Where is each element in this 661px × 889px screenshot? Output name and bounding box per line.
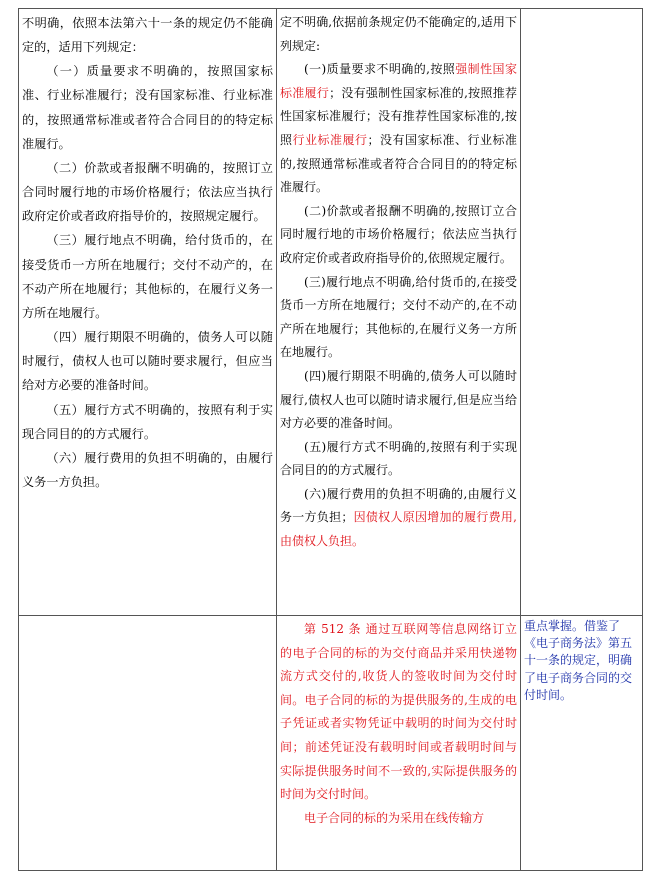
new-item-6-highlight: 因债权人原因增加的履行费用,由债权人负担。 xyxy=(280,510,517,549)
new-item-4: (四)履行期限不明确的,债务人可以随时履行,债权人也可以随时请求履行,但是应当给对方必要的准备时间。 xyxy=(280,368,517,431)
old-item-5: （五）履行方式不明确的，按照有利于实现合同目的的方式履行。 xyxy=(22,402,273,441)
new-item-2: (二)价款或者报酬不明确的,按照订立合同时履行地的市场价格履行；依法应当执行政府定价或者政府指导价的,依照规定履行。 xyxy=(280,203,517,265)
new-intro: 定不明确,依据前条规定仍不能确定的,适用下列规定: xyxy=(280,15,517,53)
old-item-3: （三）履行地点不明确，给付货币的，在接受货币一方所在地履行；交付不动产的，在不动产所在地履行；其他标的，在履行义务一方所在地履行。 xyxy=(22,233,273,320)
new-item-1-text-2: ；没有强制性国家标准的,按照推荐性国家标准履行；没有推荐性国家标准的,按照 xyxy=(280,85,517,147)
table-row xyxy=(19,616,643,871)
old-item-2: （二）价款或者报酬不明确的，按照订立合同时履行地的市场价格履行；依法应当执行政府定价或者政府指导价的，按照规定履行。 xyxy=(22,160,273,224)
new-item-5: (五)履行方式不明确的,按照有利于实现合同目的的方式履行。 xyxy=(280,439,517,478)
new-law-cell xyxy=(277,616,521,871)
old-law-cell xyxy=(19,616,277,871)
new-law-cell xyxy=(277,9,521,616)
article-512: 第 512 条 通过互联网等信息网络订立的电子合同的标的为交付商品并采用快递物流方式交付的,收货人的签收时间为交付时间。电子合同的标的为提供服务的,生成的电子凭证或者实物凭证中载明的时间为交付时间；前述凭证没有载明时间或者载明时间与实际提供服务时间不一致的,实际提供服务的时间为交付时间。 xyxy=(280,622,517,802)
new-item-6-text: (六)履行费用的负担不明确的,由履行义务一方负担； xyxy=(280,486,517,525)
new-item-3: (三)履行地点不明确,给付货币的,在接受货币一方所在地履行；交付不动产的,在不动产所在地履行；其他标的,在履行义务一方所在地履行。 xyxy=(280,274,517,360)
old-item-1: （一）质量要求不明确的，按照国家标准、行业标准履行；没有国家标准、行业标准的，按照通常标准或者符合合同目的的特定标准履行。 xyxy=(22,64,273,151)
note-cell xyxy=(521,616,643,871)
new-item-1-text-3: ；没有国家标准、行业标准的,按照通常标准或者符合合同目的的特定标准履行。 xyxy=(280,132,517,195)
note-cell xyxy=(521,9,643,616)
new-item-1 xyxy=(280,58,517,200)
new-item-1-highlight: 强制性国家标准履行 xyxy=(280,62,517,100)
old-intro: 不明确，依照本法第六十一条的规定仍不能确定的，适用下列规定： xyxy=(22,16,273,55)
old-law-cell xyxy=(19,9,277,616)
note-text: 重点掌握。借鉴了《电子商务法》第五十一条的规定，明确了电子商务合同的交付时间。 xyxy=(524,619,633,702)
new-item-6 xyxy=(280,483,517,554)
new-item-1-highlight-2: 行业标准履行 xyxy=(292,132,368,147)
article-512-continued: 电子合同的标的为采用在线传输方 xyxy=(304,810,485,825)
comparison-table xyxy=(18,8,643,871)
new-item-1-text: (一)质量要求不明确的,按照 xyxy=(304,62,456,77)
old-item-6: （六）履行费用的负担不明确的，由履行义务一方负担。 xyxy=(22,450,273,489)
table-row xyxy=(19,9,643,616)
old-item-4: （四）履行期限不明确的，债务人可以随时履行，债权人也可以随时要求履行，但应当给对方必要的准备时间。 xyxy=(22,330,273,393)
